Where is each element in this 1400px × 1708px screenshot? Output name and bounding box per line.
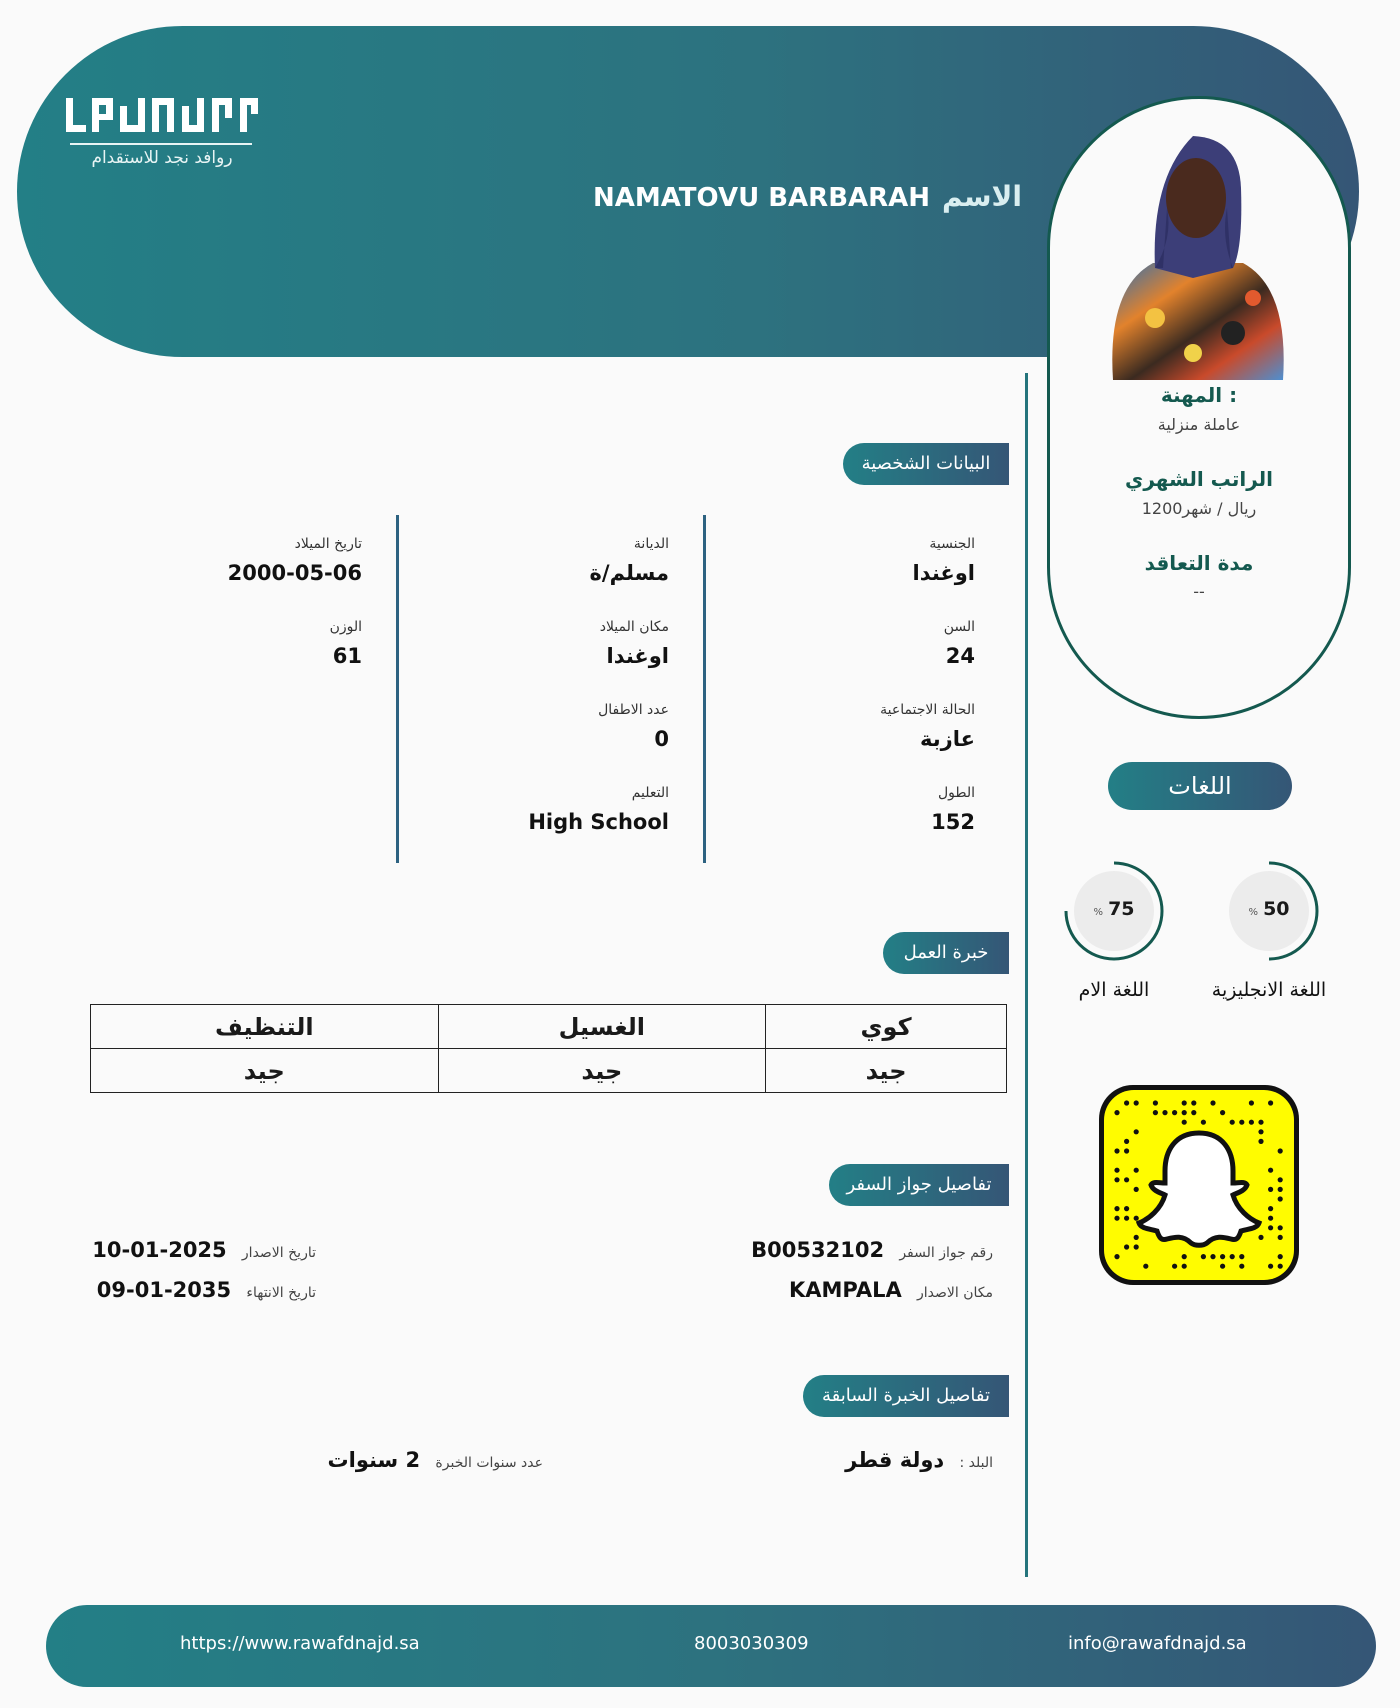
contract-value: -- — [1193, 582, 1205, 601]
gauge-unit-native: % — [1093, 907, 1103, 918]
snapcode-dot — [1230, 1254, 1235, 1259]
logo-mark-icon — [62, 92, 262, 140]
issue-place-label: مكان الاصدار — [917, 1285, 993, 1301]
snapcode-dot — [1134, 1244, 1139, 1249]
snapcode-dot — [1278, 1177, 1283, 1182]
gauge-value-native: 75 — [1108, 898, 1135, 920]
snapcode-dot — [1220, 1264, 1225, 1269]
snapcode-dot — [1124, 1177, 1129, 1182]
dob-label: تاريخ الميلاد — [294, 536, 362, 552]
snapcode-dot — [1220, 1254, 1225, 1259]
snapcode-dot — [1124, 1244, 1129, 1249]
snapcode-dot — [1258, 1120, 1263, 1125]
expiry-date-label: تاريخ الانتهاء — [246, 1285, 316, 1301]
snapcode-dot — [1114, 1110, 1119, 1115]
issue-date-value: 2025-01-10 — [92, 1238, 227, 1262]
snapcode-dot — [1268, 1225, 1273, 1230]
language-gauge-english — [1218, 860, 1320, 962]
snapcode-dot — [1114, 1206, 1119, 1211]
height-label: الطول — [937, 785, 975, 801]
skill-level-cleaning: جيد — [91, 1049, 439, 1093]
snapcode-dot — [1134, 1129, 1139, 1134]
snapcode-dot — [1268, 1206, 1273, 1211]
snapcode-dot — [1143, 1264, 1148, 1269]
snapcode-dot — [1172, 1110, 1177, 1115]
candidate-photo — [1093, 118, 1303, 380]
snapcode-dot — [1210, 1254, 1215, 1259]
snapcode-dot — [1258, 1235, 1263, 1240]
snapcode-dot — [1153, 1110, 1158, 1115]
skill-level-washing: جيد — [438, 1049, 766, 1093]
experience-years-row — [300, 1448, 543, 1472]
snapcode-dot — [1172, 1264, 1177, 1269]
snapcode-dot — [1278, 1187, 1283, 1192]
passport-number-label: رقم جواز السفر — [899, 1245, 993, 1261]
snapcode-dot — [1134, 1168, 1139, 1173]
snapcode-dot — [1114, 1254, 1119, 1259]
snapcode-dot — [1278, 1196, 1283, 1201]
snapcode-dot — [1220, 1110, 1225, 1115]
salary-label: الراتب الشهري — [1125, 467, 1273, 491]
snapcode-dot — [1278, 1235, 1283, 1240]
logo-divider — [70, 143, 252, 145]
snapcode-dot — [1258, 1129, 1263, 1134]
passport-place-row — [700, 1278, 993, 1302]
column-divider-1 — [703, 515, 706, 863]
contract-label: مدة التعاقد — [1144, 551, 1254, 575]
snapcode-dot — [1239, 1120, 1244, 1125]
issue-date-row — [90, 1238, 316, 1262]
skill-header-washing: الغسيل — [438, 1005, 766, 1049]
snapcode-dot — [1114, 1177, 1119, 1182]
footer-email-link[interactable]: info@rawafdnajd.sa — [1068, 1633, 1247, 1654]
snapcode-dot — [1153, 1100, 1158, 1105]
snapcode-dot — [1182, 1100, 1187, 1105]
snapcode-dot — [1134, 1235, 1139, 1240]
snapcode-dot — [1268, 1216, 1273, 1221]
education-label: التعليم — [631, 785, 669, 801]
snapcode-dot — [1268, 1264, 1273, 1269]
experience-years-value: 2 سنوات — [327, 1448, 421, 1472]
age-label: السن — [943, 619, 975, 635]
snapcode-dot — [1278, 1264, 1283, 1269]
previous-country-row — [760, 1448, 993, 1472]
snapcode-dot — [1278, 1225, 1283, 1230]
snapcode-dot — [1134, 1100, 1139, 1105]
snapcode-dot — [1268, 1187, 1273, 1192]
languages-pill: اللغات — [1108, 762, 1292, 810]
dob-value: 2000-05-06 — [227, 561, 362, 585]
marital-status-label: الحالة الاجتماعية — [880, 702, 975, 718]
religion-label: الديانة — [633, 536, 669, 552]
language-name-english: اللغة الانجليزية — [1211, 979, 1327, 1001]
religion-value: مسلم/ة — [589, 561, 669, 585]
snapcode-dot — [1278, 1254, 1283, 1259]
issue-place-value: KAMPALA — [788, 1278, 902, 1302]
section-previous-pill: تفاصيل الخبرة السابقة — [803, 1375, 1009, 1417]
snapcode-dot — [1162, 1110, 1167, 1115]
gauge-label-english — [1218, 898, 1320, 920]
expiry-date-row — [90, 1278, 316, 1302]
expiry-date-value: 2035-01-09 — [96, 1278, 232, 1302]
profession-label: المهنة : — [1160, 383, 1238, 407]
snapcode-dot — [1124, 1206, 1129, 1211]
height-value: 152 — [931, 810, 975, 834]
country-value: دولة قطر — [845, 1448, 945, 1472]
section-passport-pill: تفاصيل جواز السفر — [829, 1164, 1009, 1206]
skill-level-ironing: جيد — [766, 1049, 1007, 1093]
snapcode-dot — [1268, 1100, 1273, 1105]
skill-header-ironing: كوي — [766, 1005, 1007, 1049]
snapcode-dot — [1191, 1110, 1196, 1115]
snapcode-dot — [1124, 1148, 1129, 1153]
snapcode-dot — [1230, 1120, 1235, 1125]
snapcode-dot — [1134, 1216, 1139, 1221]
candidate-name-row — [560, 180, 1022, 222]
children-label: عدد الاطفال — [598, 702, 669, 718]
skills-header-row — [91, 1005, 1007, 1049]
snapcode-dot — [1249, 1120, 1254, 1125]
skills-level-row — [91, 1049, 1007, 1093]
education-value: High School — [528, 810, 669, 834]
passport-number-row — [700, 1238, 993, 1262]
snapcode-dot — [1201, 1254, 1206, 1259]
snapcode-dot — [1114, 1148, 1119, 1153]
brand-logo — [62, 92, 262, 140]
nationality-label: الجنسية — [929, 536, 975, 552]
gauge-label-native — [1063, 898, 1165, 920]
marital-status-value: عازبة — [920, 727, 975, 751]
snapcode-dot — [1210, 1100, 1215, 1105]
profession-value: عاملة منزلية — [1157, 415, 1241, 434]
snapcode-dot — [1201, 1120, 1206, 1125]
salary-value: 1200ريال / شهر — [1141, 499, 1257, 518]
snapcode-dot — [1268, 1168, 1273, 1173]
snapcode-dot — [1182, 1254, 1187, 1259]
snapcode-dot — [1124, 1139, 1129, 1144]
language-name-native: اللغة الام — [1078, 979, 1150, 1001]
country-label: البلد : — [959, 1455, 993, 1471]
snapcode-dot — [1124, 1100, 1129, 1105]
snapcode[interactable] — [1099, 1085, 1299, 1285]
brand-tagline: روافد نجد للاستقدام — [91, 148, 233, 168]
snapcode-dot — [1278, 1148, 1283, 1153]
name-label: الاسم — [942, 180, 1022, 213]
skills-table — [90, 1004, 1007, 1093]
footer-phone[interactable]: 8003030309 — [694, 1633, 809, 1654]
weight-value: 61 — [332, 644, 362, 668]
issue-date-label: تاريخ الاصدار — [241, 1245, 316, 1261]
snapcode-dot — [1191, 1100, 1196, 1105]
gauge-value-english: 50 — [1263, 898, 1290, 920]
nationality-value: اوغندا — [912, 561, 975, 585]
snapcode-dot — [1134, 1187, 1139, 1192]
snapcode-dot — [1182, 1110, 1187, 1115]
snapcode-dot — [1114, 1216, 1119, 1221]
birthplace-label: مكان الميلاد — [599, 619, 669, 635]
section-personal-pill: البيانات الشخصية — [843, 443, 1009, 485]
section-experience-pill: خبرة العمل — [883, 932, 1009, 974]
gauge-unit-english: % — [1248, 907, 1258, 918]
snapcode-dot — [1239, 1254, 1244, 1259]
snapcode-dot — [1258, 1139, 1263, 1144]
snapcode-dot — [1249, 1100, 1254, 1105]
skill-header-cleaning: التنظيف — [91, 1005, 439, 1049]
footer-website-link[interactable]: https://www.rawafdnajd.sa — [180, 1633, 420, 1654]
age-value: 24 — [945, 644, 975, 668]
experience-years-label: عدد سنوات الخبرة — [435, 1455, 543, 1471]
column-divider-2 — [396, 515, 399, 863]
language-gauge-native — [1063, 860, 1165, 962]
snapcode-dot — [1182, 1120, 1187, 1125]
timeline-line — [1025, 373, 1028, 1577]
snapcode-dot — [1114, 1168, 1119, 1173]
snapcode-dot — [1124, 1216, 1129, 1221]
children-value: 0 — [654, 727, 669, 751]
candidate-name: NAMATOVU BARBARAH — [592, 183, 931, 213]
passport-number-value: B00532102 — [751, 1238, 885, 1262]
birthplace-value: اوغندا — [606, 644, 669, 668]
skills-table-wrap — [90, 1004, 1007, 1093]
snapcode-dot — [1182, 1264, 1187, 1269]
snapcode-dot — [1239, 1264, 1244, 1269]
weight-label: الوزن — [329, 619, 362, 635]
